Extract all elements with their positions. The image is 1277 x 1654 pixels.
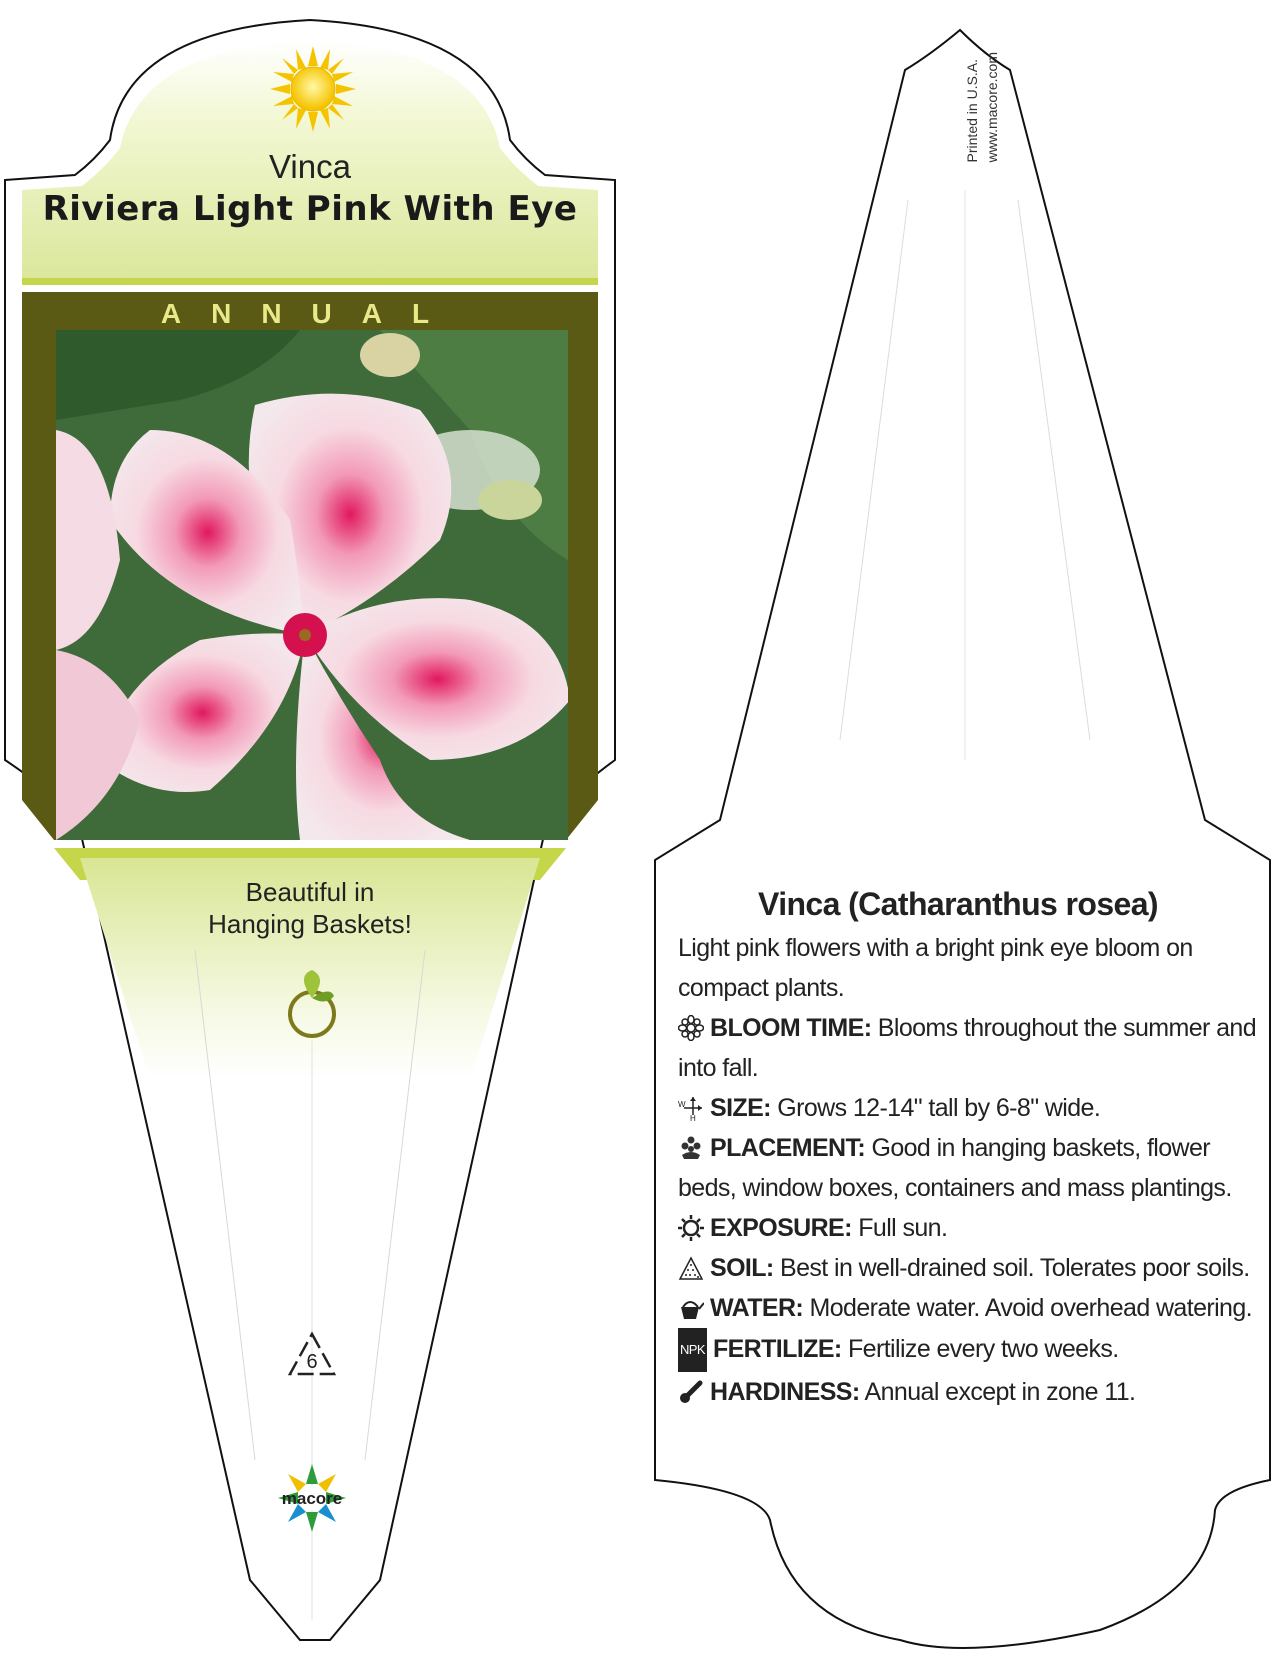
fertilize-label: FERTILIZE: (712, 1335, 842, 1363)
tagline-line-2: Hanging Baskets! (208, 909, 412, 939)
plant-variety: Riviera Light Pink With Eye (42, 189, 578, 229)
bloom-time-label: BLOOM TIME: (710, 1014, 872, 1042)
attr-soil (678, 1248, 1268, 1288)
flower-icon (678, 1015, 704, 1041)
water-label: WATER: (710, 1294, 804, 1322)
npk-icon: NPK (678, 1328, 707, 1372)
printed-website: www.macore.com (984, 52, 1000, 163)
leaf-emblem-icon (286, 968, 338, 1040)
botanical-title: Vinca (Catharanthus rosea) (758, 886, 1158, 922)
sun-icon (268, 44, 358, 134)
macore-logo (268, 1462, 356, 1538)
recycle-number: 6 (306, 1351, 318, 1373)
svg-text:H: H (690, 1114, 696, 1121)
attr-hardiness (678, 1372, 1268, 1412)
attr-placement (678, 1128, 1268, 1208)
attr-water (678, 1288, 1268, 1328)
exposure-label: EXPOSURE: (710, 1214, 852, 1242)
attr-size (678, 1088, 1268, 1128)
tagline-line-1: Beautiful in (245, 877, 375, 907)
plant-genus: Vinca (269, 148, 351, 185)
hardiness-text: Annual except in zone 11. (864, 1378, 1136, 1406)
svg-text:W: W (678, 1100, 685, 1109)
hardiness-label: HARDINESS: (710, 1378, 860, 1406)
plant-category: ANNUAL (160, 298, 460, 329)
soil-label: SOIL: (710, 1254, 774, 1282)
fertilize-text: Fertilize every two weeks. (848, 1335, 1119, 1363)
description: Light pink flowers with a bright pink eye bloom on compact plants. (678, 934, 1193, 1002)
placement-label: PLACEMENT: (710, 1134, 866, 1162)
watering-can-icon (678, 1295, 704, 1321)
placement-text: Good in hanging baskets, flower beds, window boxes, containers and mass plantings. (678, 1134, 1232, 1202)
size-label: SIZE: (710, 1094, 771, 1122)
soil-icon (678, 1255, 704, 1281)
flower-photo (56, 330, 570, 840)
size-arrows-icon (678, 1095, 704, 1121)
care-info (678, 880, 1268, 1412)
bloom-time-text: Blooms throughout the summer and into fall. (678, 1014, 1257, 1082)
printed-note (962, 52, 1002, 162)
recycle-icon (284, 1330, 340, 1382)
attr-exposure (678, 1208, 1268, 1248)
exposure-text: Full sun. (858, 1214, 948, 1242)
size-text: Grows 12-14" tall by 6-8" wide. (777, 1094, 1101, 1122)
soil-text: Best in well-drained soil. Tolerates poor soils. (780, 1254, 1250, 1282)
attr-bloom-time (678, 1008, 1268, 1088)
logo-text: macore (281, 1489, 343, 1508)
placement-icon (678, 1135, 704, 1161)
thermometer-icon (678, 1379, 704, 1405)
attr-fertilize (678, 1328, 1268, 1372)
sun-icon (678, 1215, 704, 1241)
tagline (130, 876, 490, 940)
water-text: Moderate water. Avoid overhead watering. (809, 1294, 1253, 1322)
printed-country: Printed in U.S.A. (964, 58, 980, 163)
